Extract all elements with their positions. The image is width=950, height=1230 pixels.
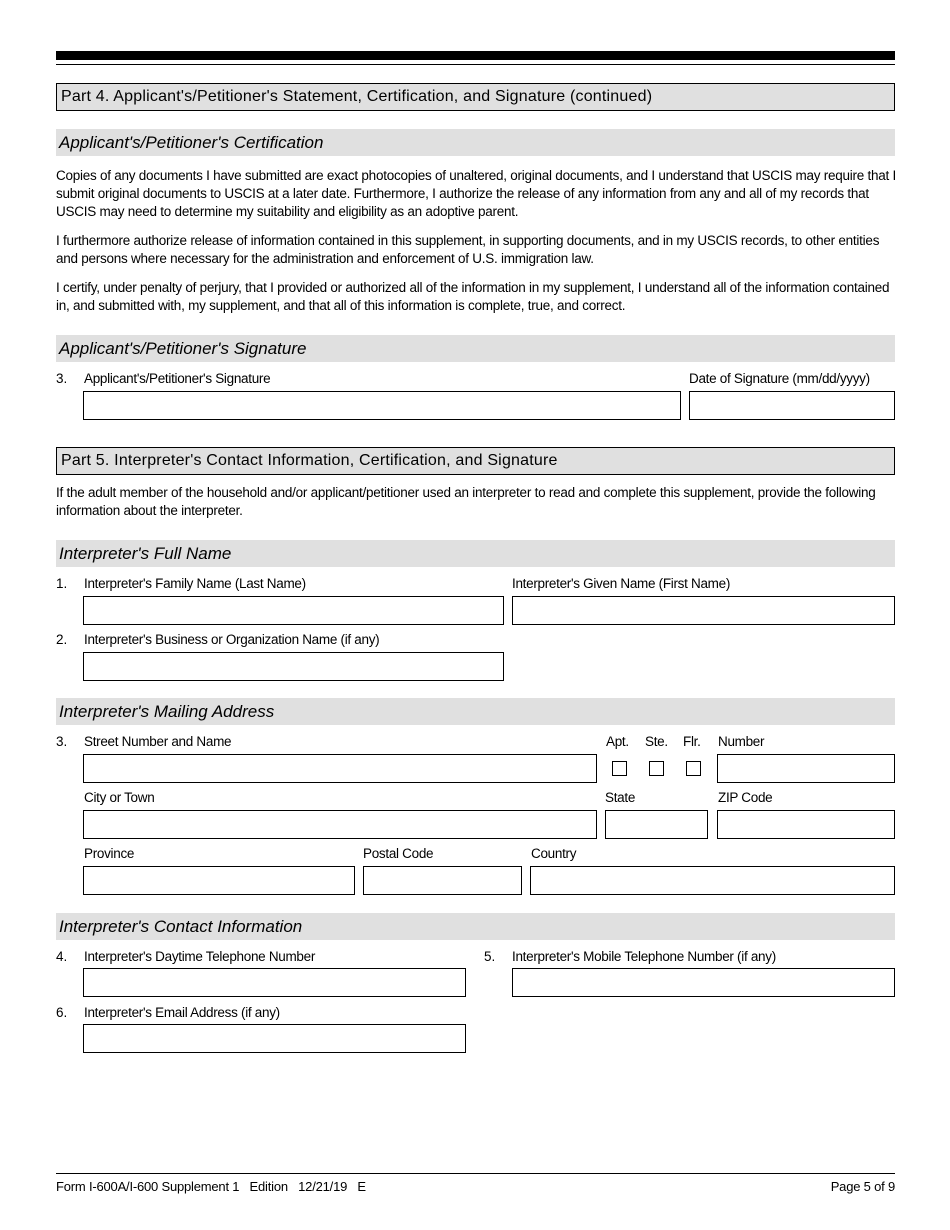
certification-paragraph-1: Copies of any documents I have submitted are exact photocopies of unaltered, original documents, and I understand that USCIS may require that I submit original documents to USCIS at a later date. Furthermore, I authorize the release of any information from any and all of my records that USCIS may need to determine my suitability and eligibility as an adoptive parent.	[56, 168, 897, 219]
email-label: Interpreter's Email Address (if any)	[84, 1005, 280, 1020]
item-number-3-address: 3.	[56, 734, 68, 749]
country-field[interactable]	[530, 866, 895, 895]
country-label: Country	[531, 846, 577, 861]
item-number-1: 1.	[56, 576, 68, 591]
full-name-title: Interpreter's Full Name	[59, 544, 232, 563]
apt-label: Apt.	[606, 734, 629, 749]
part5-header	[56, 447, 895, 475]
state-label: State	[605, 790, 636, 805]
ste-label: Ste.	[645, 734, 668, 749]
number-label: Number	[718, 734, 765, 749]
daytime-phone-field[interactable]	[83, 968, 466, 997]
item-number-2: 2.	[56, 632, 68, 647]
contact-info-title: Interpreter's Contact Information	[59, 917, 303, 936]
business-name-label: Interpreter's Business or Organization Name (if any)	[84, 632, 380, 647]
signature-date-label: Date of Signature (mm/dd/yyyy)	[689, 371, 870, 386]
given-name-label: Interpreter's Given Name (First Name)	[512, 576, 731, 591]
state-field[interactable]	[605, 810, 708, 839]
part5-intro: If the adult member of the household and/or applicant/petitioner used an interpreter to read and complete this supplement, provide the following information about the interpreter.	[56, 485, 876, 518]
flr-checkbox[interactable]	[686, 761, 701, 776]
zip-field[interactable]	[717, 810, 895, 839]
number-field[interactable]	[717, 754, 895, 783]
item-number-3-signature: 3.	[56, 371, 68, 386]
family-name-field[interactable]	[83, 596, 504, 625]
daytime-phone-label: Interpreter's Daytime Telephone Number	[84, 949, 316, 964]
mobile-phone-label: Interpreter's Mobile Telephone Number (if any)	[512, 949, 776, 964]
footer-form-info: Form I-600A/I-600 Supplement 1 Edition 12/21/19 E	[56, 1179, 366, 1194]
certification-section-header	[56, 129, 895, 156]
email-field[interactable]	[83, 1024, 466, 1053]
part4-header	[56, 83, 895, 111]
certification-paragraph-3: I certify, under penalty of perjury, that I provided or authorized all of the information in my supplement, I understand all of the information contained in, and submitted with, my supplement, and that all of this information is complete, true, and correct.	[56, 280, 890, 313]
footer-page-number: Page 5 of 9	[830, 1179, 895, 1194]
mailing-address-section-header	[56, 698, 895, 725]
family-name-label: Interpreter's Family Name (Last Name)	[84, 576, 306, 591]
province-label: Province	[84, 846, 135, 861]
city-field[interactable]	[83, 810, 597, 839]
zip-label: ZIP Code	[718, 790, 773, 805]
signature-date-field[interactable]	[689, 391, 895, 420]
postal-code-field[interactable]	[363, 866, 522, 895]
mobile-phone-field[interactable]	[512, 968, 895, 997]
part4-header-text: Part 4. Applicant's/Petitioner's Statement, Certification, and Signature (continued)	[61, 88, 653, 105]
province-field[interactable]	[83, 866, 355, 895]
item-number-4: 4.	[56, 949, 68, 964]
street-field[interactable]	[83, 754, 597, 783]
top-rule-thick	[56, 51, 895, 60]
footer-rule	[56, 1173, 895, 1174]
city-label: City or Town	[84, 790, 155, 805]
flr-label: Flr.	[683, 734, 701, 749]
business-name-field[interactable]	[83, 652, 504, 681]
given-name-field[interactable]	[512, 596, 895, 625]
postal-code-label: Postal Code	[363, 846, 434, 861]
applicant-signature-field[interactable]	[83, 391, 681, 420]
item-number-5: 5.	[484, 949, 496, 964]
applicant-signature-label: Applicant's/Petitioner's Signature	[84, 371, 271, 386]
top-rule-thin	[56, 64, 895, 65]
part5-header-text: Part 5. Interpreter's Contact Information, Certification, and Signature	[61, 452, 558, 469]
item-number-6: 6.	[56, 1005, 68, 1020]
apt-checkbox[interactable]	[612, 761, 627, 776]
ste-checkbox[interactable]	[649, 761, 664, 776]
full-name-section-header	[56, 540, 895, 567]
signature-section-title: Applicant's/Petitioner's Signature	[59, 339, 307, 358]
certification-title: Applicant's/Petitioner's Certification	[59, 133, 324, 152]
contact-info-section-header	[56, 913, 895, 940]
street-label: Street Number and Name	[84, 734, 232, 749]
mailing-address-title: Interpreter's Mailing Address	[59, 702, 275, 721]
signature-section-header	[56, 335, 895, 362]
certification-paragraph-2: I furthermore authorize release of information contained in this supplement, in supporting documents, and in my USCIS records, to other entities and persons where necessary for the administration and enforcement of U.S. immigration law.	[56, 233, 880, 266]
